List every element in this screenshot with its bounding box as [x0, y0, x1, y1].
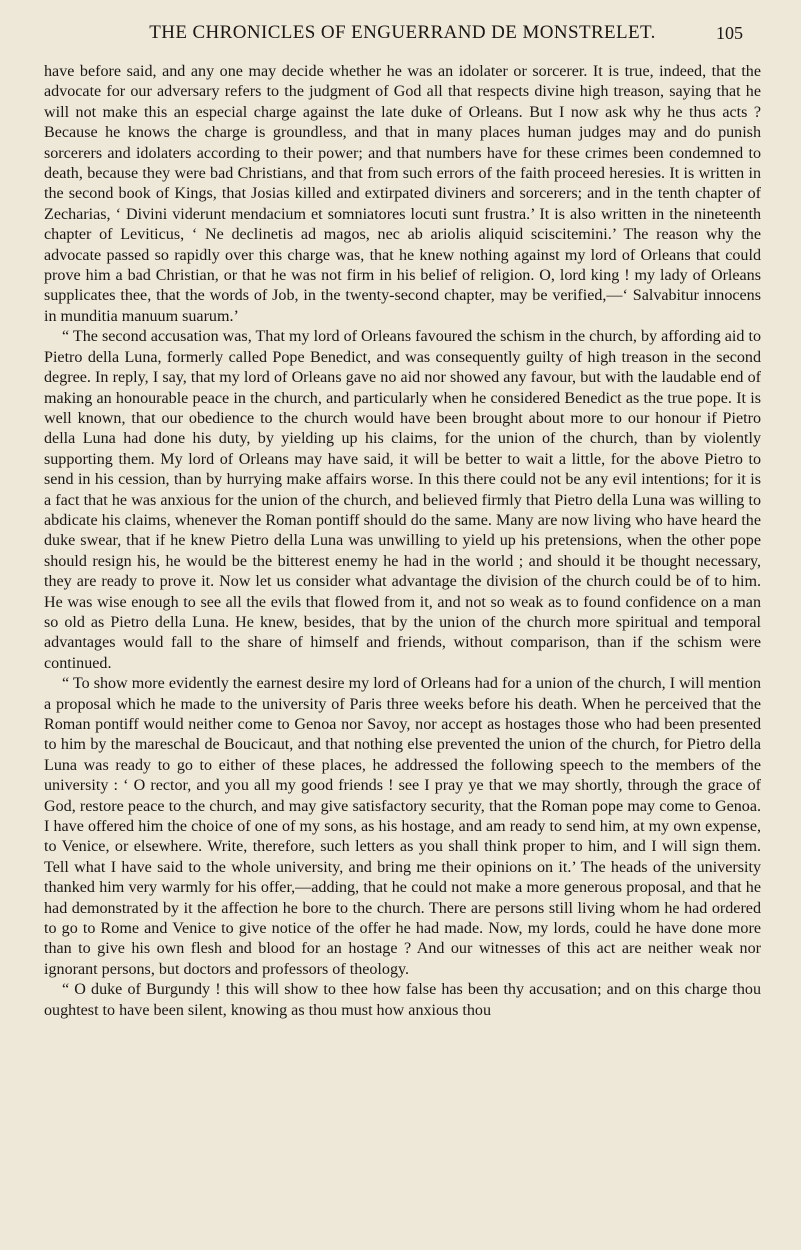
running-title: THE CHRONICLES OF ENGUERRAND DE MONSTRELET. — [149, 22, 656, 43]
running-head — [44, 0, 761, 50]
page-number: 105 — [716, 23, 743, 43]
paragraph-1: have before said, and any one may decide whether he was an idolater or sorcerer. It is true, indeed, that the advocate for our adversary refers to the judgment of God all that respects divine high treason, saying that he will not make this an especial charge against the late duke of Orleans. But I now ask why he thus acts ? Because he knows the charge is groundless, and that in many places human judges may and do punish sorcerers and idolaters according to their power; and that numbers have for these crimes been condemned to death, because they were bad Christians, and that from such errors of the faith proceed heresies. It is written in the second book of Kings, that Josias killed and extirpated diviners and sorcerers; and in the tenth chapter of Zecharias, ‘ Divini viderunt mendacium et somniatores locuti sunt frustra.’ It is also written in the nineteenth chapter of Leviticus, ‘ Ne declinetis ad magos, nec ab ariolis aliquid sciscitemini.’ The reason why the advocate passed so rapidly over this charge was, that he knew nothing against my lord of Orleans that could prove him a bad Christian, or that he was not firm in his belief of religion. O, lord king ! my lady of Orleans supplicates thee, that the words of Job, in the twenty-second chapter, may be verified,—‘ Salvabitur innocens in munditia manuum suarum.’ — [44, 63, 761, 325]
paragraph-2: “ The second accusation was, That my lord of Orleans favoured the schism in the church, by affording aid to Pietro della Luna, formerly called Pope Benedict, and was consequently guilty of high treason in the second degree. In reply, I say, that my lord of Orleans gave no aid nor showed any favour, but with the laudable end of making an honourable peace in the church, and particularly when he considered Benedict as the true pope. It is well known, that our obedience to the church would have been brought about more to our honour if Pietro della Luna had done his duty, by yielding up his claims, for the union of the church, than by violently supporting them. My lord of Orleans may have said, it will be better to wait a little, for the above Pietro to send in his cession, than by hurrying make affairs worse. In this there could not be any evil intentions; for it is a fact that he was anxious for the union of the church, and believed firmly that Pietro della Luna was willing to abdicate his claims, whenever the Roman pontiff should do the same. Many are now living who have heard the duke swear, that if he knew Pietro della Luna was unwilling to yield up his pretensions, when the other pope should resign his, he would be the bitterest enemy he had in the world ; and should it be thought necessary, they are ready to prove it. Now let us consider what advantage the division of the church could be of to him. He was wise enough to see all the evils that flowed from it, and not so weak as to found confidence on a man so old as Pietro della Luna. He knew, besides, that by the union of the church more spiritual and temporal advantages would fall to the share of himself and friends, without comparison, than if the schism were continued. — [44, 328, 761, 672]
paragraph-3: “ To show more evidently the earnest desire my lord of Orleans had for a union of the church, I will mention a proposal which he made to the university of Paris three weeks before his death. When he perceived that the Roman pontiff would neither come to Genoa nor Savoy, nor accept as hostages those who had been presented to him by the mareschal de Boucicaut, and that nothing else prevented the union of the church, for Pietro della Luna was ready to go to either of these places, he addressed the following speech to the members of the university : ‘ O rector, and you all my good friends ! see I pray ye that we may shortly, through the grace of God, restore peace to the church, and may give satisfactory security, that the Roman pope may come to Genoa. I have offered him the choice of one of my sons, as his hostage, and am ready to send him, at my own expense, to Venice, or elsewhere. Write, therefore, such letters as you shall think proper to him, and I will sign them. Tell what I have said to the whole university, and bring me their opinions on it.’ The heads of the university thanked him very warmly for his offer,—adding, that he could not make a more generous proposal, and that he had demonstrated by it the affection he bore to the church. There are persons still living whom he had ordered to go to Rome and Venice to give notice of the offer he had made. Now, my lords, could he have done more than to give his own flesh and blood for an hostage ? And our witnesses of this act are neither weak nor ignorant persons, but doctors and professors of theology. — [44, 675, 761, 978]
body-text — [44, 62, 761, 1021]
paragraph-4: “ O duke of Burgundy ! this will show to thee how false has been thy accusation; and on this charge thou oughtest to have been silent, knowing as thou must how anxious thou — [44, 981, 761, 1019]
